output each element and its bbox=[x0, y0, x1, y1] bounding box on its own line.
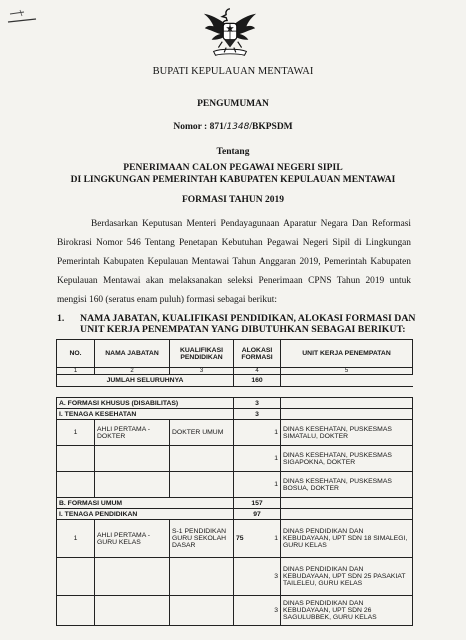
header-jabatan: NAMA JABATAN bbox=[95, 340, 170, 368]
group-a-label: A. FORMASI KHUSUS (DISABILITAS) bbox=[57, 398, 234, 409]
total-value: 160 bbox=[234, 375, 281, 387]
document-type: PENGUMUMAN bbox=[197, 99, 269, 109]
table-row bbox=[57, 446, 413, 472]
table-row bbox=[57, 558, 413, 596]
row-no: 1 bbox=[57, 420, 95, 446]
row-unit: DINAS KESEHATAN, PUSKESMAS BOSUA, DOKTER bbox=[281, 472, 413, 498]
row-kualifikasi: S-1 PENDIDIKAN GURU SEKOLAH DASAR bbox=[170, 520, 234, 558]
tentang-label: Tentang bbox=[216, 147, 250, 157]
group-a-row bbox=[57, 398, 413, 409]
group-b-label: B. FORMASI UMUM bbox=[57, 498, 234, 509]
scribble-mark bbox=[6, 6, 40, 28]
subgroup-a1-row bbox=[57, 409, 413, 420]
subgroup-a1-value: 3 bbox=[234, 409, 281, 420]
row-unit: DINAS KESEHATAN, PUSKESMAS SIGAPOKNA, DOKTER bbox=[281, 446, 413, 472]
row-kualifikasi: DOKTER UMUM bbox=[170, 420, 234, 446]
subgroup-b1-label: I. TENAGA PENDIDIKAN bbox=[57, 509, 234, 520]
col-number: 4 bbox=[234, 368, 281, 375]
table-row bbox=[57, 420, 413, 446]
header-alokasi: ALOKASI FORMASI bbox=[234, 340, 281, 368]
subject-line-2: DI LINGKUNGAN PEMERINTAH KABUPATEN KEPULAUAN MENTAWAI bbox=[70, 175, 396, 185]
nomor-handwritten: 1348 bbox=[226, 122, 250, 132]
row-unit: DINAS PENDIDIKAN DAN KEBUDAYAAN, UPT SDN 26 SAGULUBBEK, GURU KELAS bbox=[281, 596, 413, 626]
row-count: 3 bbox=[234, 558, 281, 596]
row-no: 1 bbox=[57, 520, 95, 558]
garuda-emblem-icon bbox=[201, 5, 259, 63]
table-row bbox=[57, 520, 413, 558]
nomor-suffix: /BKPSDM bbox=[249, 122, 293, 132]
section-number: 1. bbox=[57, 313, 65, 324]
row-jabatan: AHLI PERTAMA - DOKTER bbox=[95, 420, 170, 446]
document-number bbox=[0, 122, 466, 132]
column-number-row bbox=[57, 368, 413, 375]
formation-table bbox=[56, 339, 413, 626]
row-total: 75 bbox=[236, 535, 244, 542]
subgroup-b1-row bbox=[57, 509, 413, 520]
nomor-label: Nomor : 871/ bbox=[173, 122, 227, 132]
row-unit: DINAS KESEHATAN, PUSKESMAS SIMATALU, DOKTER bbox=[281, 420, 413, 446]
row-count: 1 bbox=[234, 420, 281, 446]
subject-line-1: PENERIMAAN CALON PEGAWAI NEGERI SIPIL bbox=[123, 163, 343, 173]
row-count: 3 bbox=[234, 596, 281, 626]
row-count: 1 bbox=[274, 535, 278, 542]
row-count: 1 bbox=[234, 446, 281, 472]
header-kualifikasi: KUALIFIKASI PENDIDIKAN bbox=[170, 340, 234, 368]
header-unit: UNIT KERJA PENEMPATAN bbox=[281, 340, 413, 368]
issuer-heading: BUPATI KEPULAUAN MENTAWAI bbox=[152, 66, 314, 77]
section-title: NAMA JABATAN, KUALIFIKASI PENDIDIKAN, ALOKASI FORMASI DAN UNIT KERJA PENEMPATAN YANG DIBUTUHKAN SEBAGAI BERIKUT: bbox=[80, 313, 416, 335]
subject-line-3: FORMASI TAHUN 2019 bbox=[181, 195, 285, 205]
table-row bbox=[57, 596, 413, 626]
col-number: 1 bbox=[57, 368, 95, 375]
table-header-row bbox=[57, 340, 413, 368]
group-b-value: 157 bbox=[234, 498, 281, 509]
subgroup-a1-label: I. TENAGA KESEHATAN bbox=[57, 409, 234, 420]
intro-paragraph bbox=[57, 215, 411, 310]
header-no: NO. bbox=[57, 340, 95, 368]
total-row bbox=[57, 375, 413, 387]
row-jabatan: AHLI PERTAMA - GURU KELAS bbox=[95, 520, 170, 558]
table-row bbox=[57, 472, 413, 498]
group-b-row bbox=[57, 498, 413, 509]
col-number: 5 bbox=[281, 368, 413, 375]
col-number: 2 bbox=[95, 368, 170, 375]
row-unit: DINAS PENDIDIKAN DAN KEBUDAYAAN, UPT SDN 25 PASAKIAT TAILELEU, GURU KELAS bbox=[281, 558, 413, 596]
row-unit: DINAS PENDIDIKAN DAN KEBUDAYAAN, UPT SDN 18 SIMALEGI, GURU KELAS bbox=[281, 520, 413, 558]
col-number: 3 bbox=[170, 368, 234, 375]
subgroup-b1-value: 97 bbox=[234, 509, 281, 520]
total-label: JUMLAH SELURUHNYA bbox=[57, 375, 234, 387]
group-a-value: 3 bbox=[234, 398, 281, 409]
intro-text: Berdasarkan Keputusan Menteri Pendayagunaan Aparatur Negara Dan Reformasi Birokrasi Nomor 546 Tentang Penetapan Kebutuhan Pegawai Negeri Sipil di Lingkungan Pemerintah Kabupaten Kepulauan Mentawai Tahun Anggaran 2019, Pemerintah Kabupaten Kepulauan Mentawai akan melaksanakan seleksi Penerimaan CPNS Tahun 2019 untuk mengisi 160 (seratus enam puluh) formasi sebagai berikut: bbox=[57, 219, 411, 305]
row-count-cell bbox=[234, 520, 281, 558]
row-count: 1 bbox=[234, 472, 281, 498]
